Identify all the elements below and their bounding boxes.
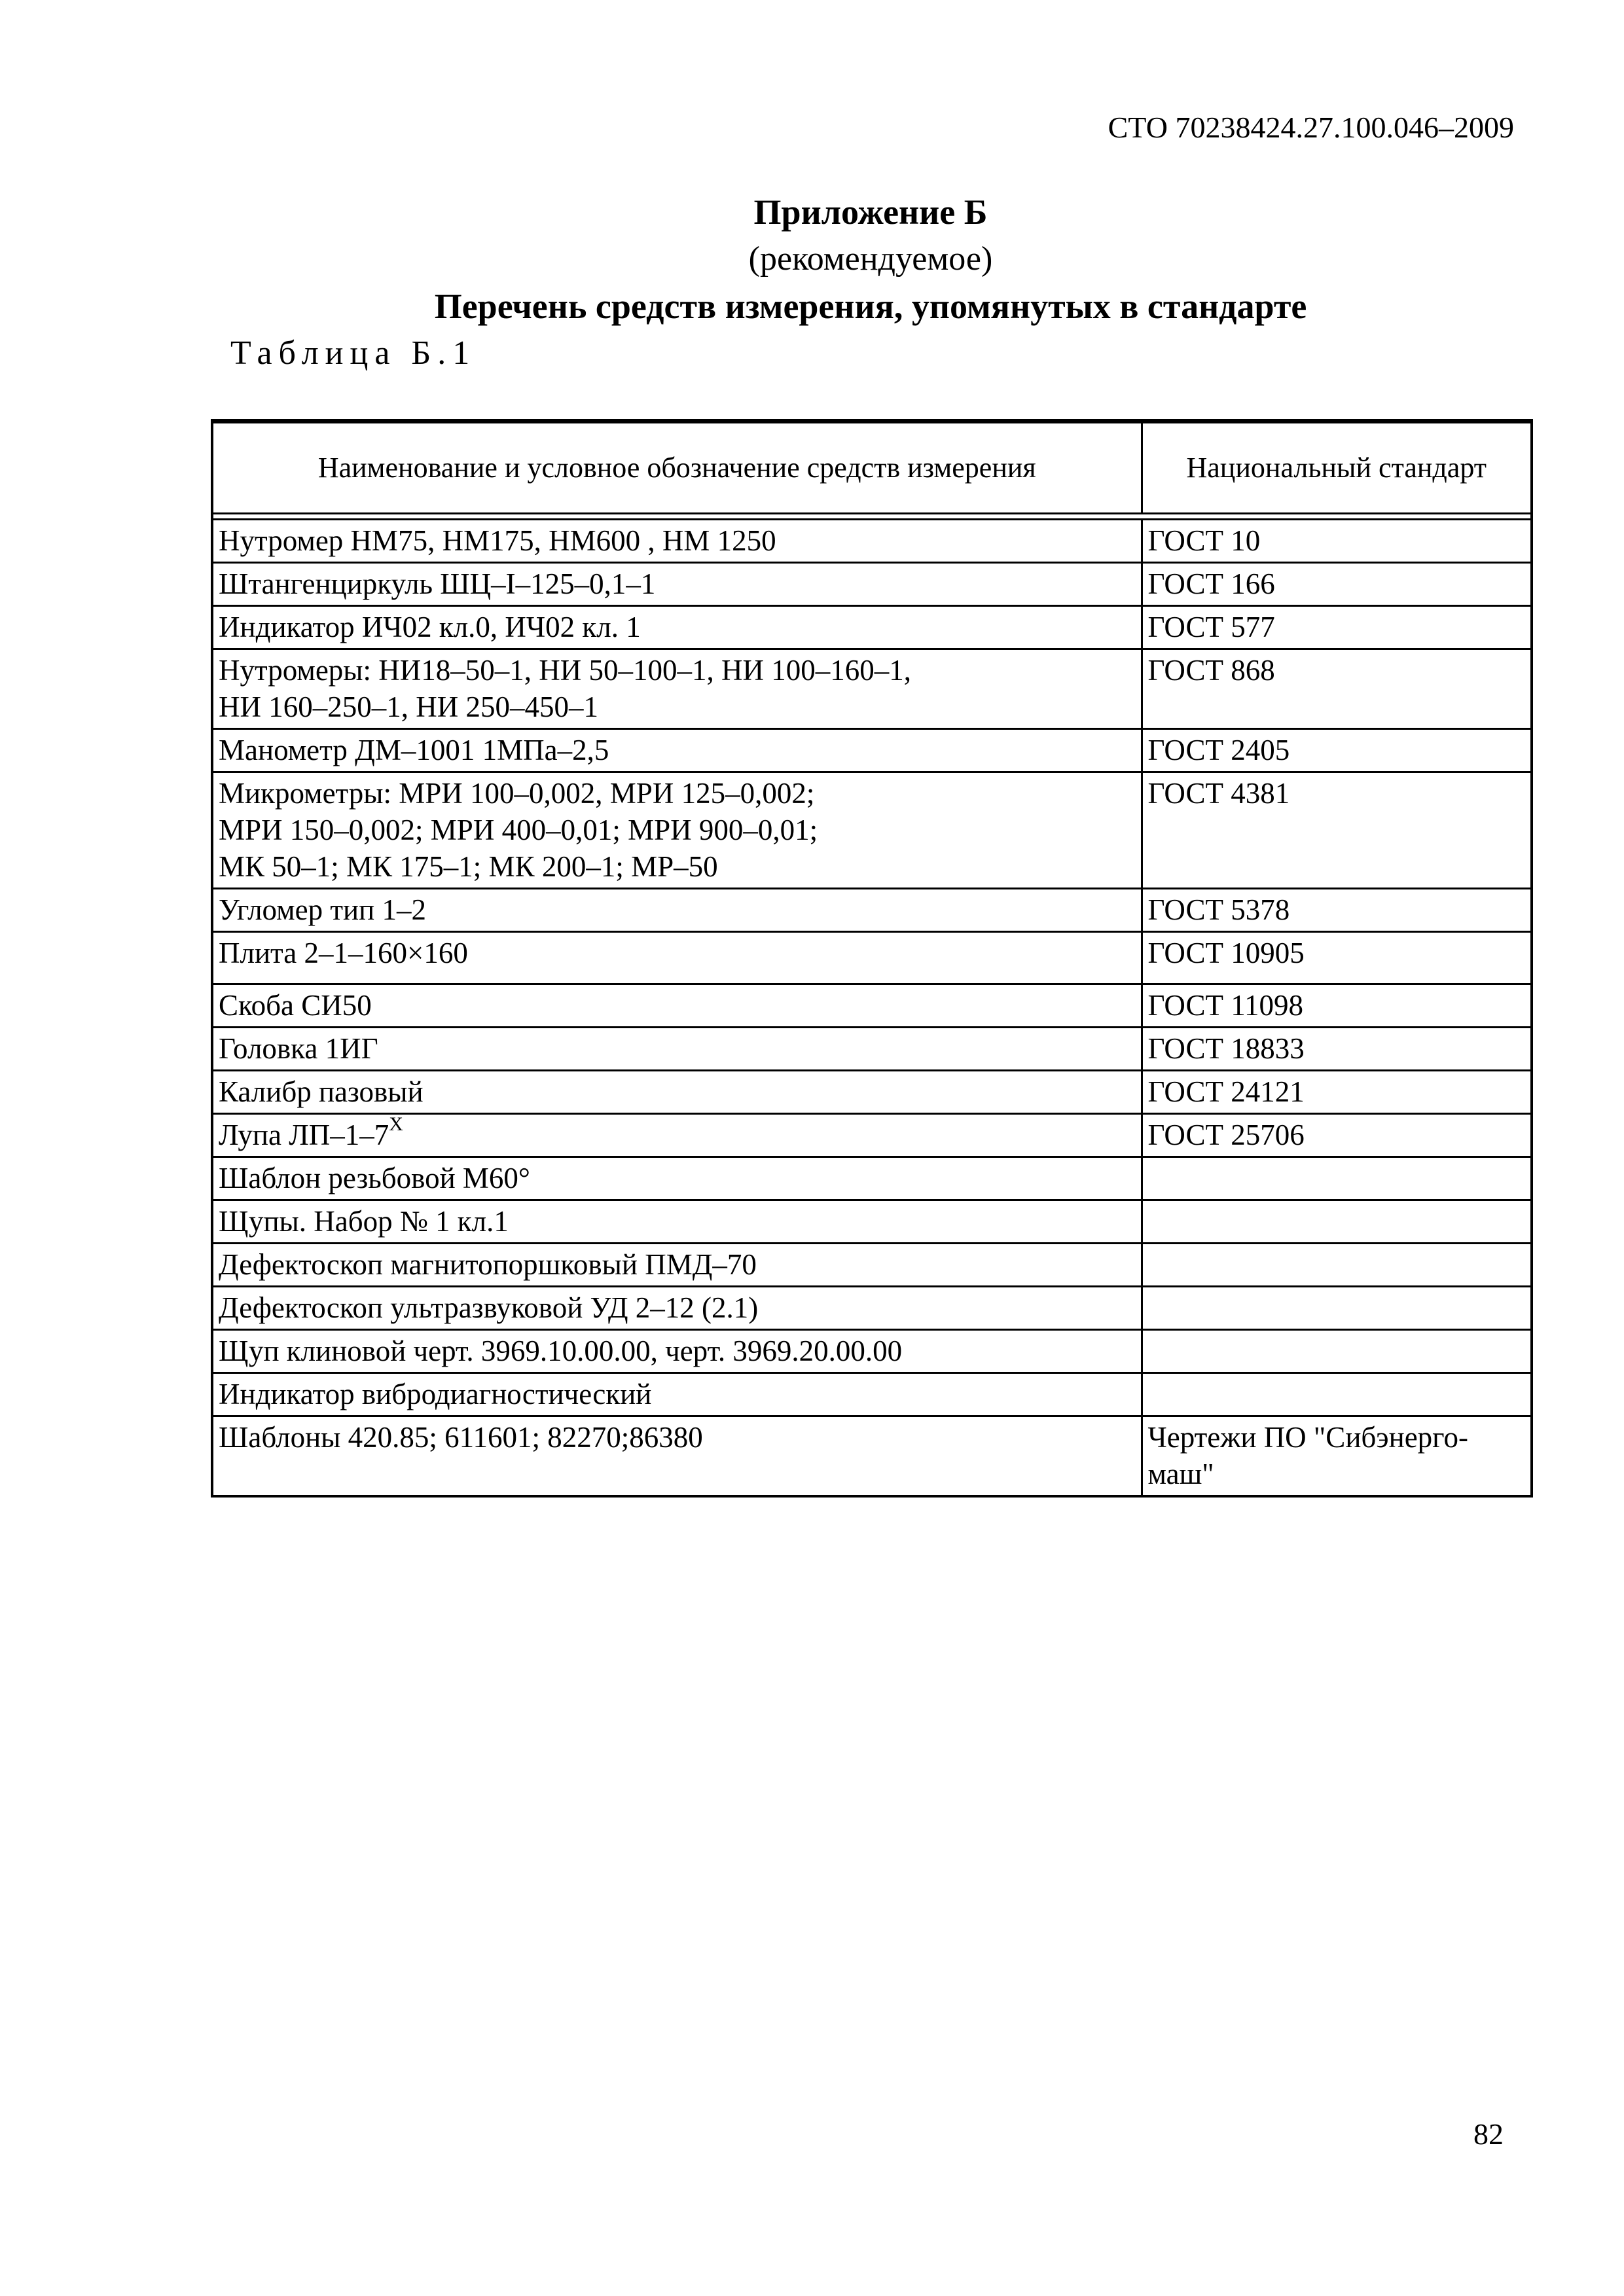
instrument-name: Микрометры: МРИ 100–0,002, МРИ 125–0,002; МРИ 150–0,002; МРИ 400–0,01; МРИ 900–0,01; МК 50–1; МК 175–1; МК 200–1; МР–50 [219,777,818,883]
standard-cell: ГОСТ 868 [1142,649,1530,729]
table-row [213,1028,1530,1071]
standard-cell [1142,1287,1530,1330]
instrument-name-cell [213,1157,1142,1200]
instrument-name-cell [213,932,1142,984]
standard-cell: ГОСТ 10905 [1142,932,1530,984]
header-double-rule [213,514,1530,520]
instrument-name: Шаблоны 420.85; 611601; 82270;86380 [219,1421,703,1454]
instrument-name: Нутромеры: НИ18–50–1, НИ 50–100–1, НИ 100–160–1, НИ 160–250–1, НИ 250–450–1 [219,654,912,723]
instrument-name: Щуп клиновой черт. 3969.10.00.00, черт. 3969.20.00.00 [219,1335,903,1367]
instrument-name-cell [213,984,1142,1028]
standard-cell: ГОСТ 24121 [1142,1071,1530,1114]
instrument-name: Нутромер НМ75, НМ175, НМ600 , НМ 1250 [219,524,776,557]
instrument-name: Лупа ЛП–1–7 [219,1119,389,1151]
standard-cell [1142,1157,1530,1200]
instrument-name-cell [213,1071,1142,1114]
instrument-name-cell [213,1244,1142,1287]
standard-cell: ГОСТ 577 [1142,606,1530,649]
instrument-name: Плита 2–1–160×160 [219,937,468,969]
table-row [213,932,1530,984]
standard-cell: Чертежи ПО "Сибэнерго- маш" [1142,1416,1530,1496]
instrument-name-cell [213,889,1142,932]
instrument-name-cell [213,1287,1142,1330]
instrument-name-cell [213,1114,1142,1157]
table-row [213,649,1530,729]
instrument-name-cell [213,649,1142,729]
instrument-name-cell [213,520,1142,563]
instrument-name-cell [213,1416,1142,1496]
table-row [213,772,1530,889]
column-header-standard: Национальный стандарт [1142,423,1530,514]
appendix-status: (рекомендуемое) [748,240,993,278]
table-row [213,1071,1530,1114]
instrument-name: Шаблон резьбовой М60° [219,1162,530,1194]
instrument-name-cell [213,772,1142,889]
instrument-name-cell [213,606,1142,649]
table-row [213,1200,1530,1244]
instruments-table [211,419,1533,1498]
standard-cell: ГОСТ 2405 [1142,729,1530,772]
table-row [213,984,1530,1028]
standard-cell [1142,1200,1530,1244]
appendix-heading [216,188,1525,330]
table-row [213,1287,1530,1330]
table-row [213,1157,1530,1200]
instrument-name: Головка 1ИГ [219,1032,378,1065]
instrument-name: Калибр пазовый [219,1075,424,1108]
instrument-name-cell [213,563,1142,606]
standard-cell: ГОСТ 18833 [1142,1028,1530,1071]
instrument-name: Скоба СИ50 [219,989,372,1022]
instrument-name: Дефектоскоп ультразвуковой УД 2–12 (2.1) [219,1291,759,1324]
table-row [213,563,1530,606]
instrument-name-superscript: X [389,1113,403,1135]
standard-cell: ГОСТ 5378 [1142,889,1530,932]
table-row [213,729,1530,772]
instrument-name: Щупы. Набор № 1 кл.1 [219,1205,509,1238]
instrument-name-cell [213,1200,1142,1244]
table-caption: Таблица Б.1 [230,334,477,372]
instrument-name-cell [213,729,1142,772]
instrument-name: Манометр ДМ–1001 1МПа–2,5 [219,734,609,766]
instrument-name: Угломер тип 1–2 [219,893,426,926]
instrument-name: Дефектоскоп магнитопоршковый ПМД–70 [219,1248,757,1281]
instrument-name: Индикатор вибродиагностический [219,1378,652,1410]
instrument-name-cell [213,1028,1142,1071]
table-row [213,1373,1530,1416]
standard-cell: ГОСТ 4381 [1142,772,1530,889]
instrument-name: Индикатор ИЧ02 кл.0, ИЧ02 кл. 1 [219,611,641,643]
standard-cell: ГОСТ 10 [1142,520,1530,563]
table-row [213,520,1530,563]
table-header-row [213,423,1530,514]
standard-cell: ГОСТ 25706 [1142,1114,1530,1157]
table-row [213,606,1530,649]
table-row [213,1416,1530,1496]
column-header-name: Наименование и условное обозначение средств измерения [213,423,1142,514]
standard-cell [1142,1330,1530,1373]
standard-cell [1142,1244,1530,1287]
table-row [213,1114,1530,1157]
table-row [213,1330,1530,1373]
standard-cell: ГОСТ 166 [1142,563,1530,606]
instrument-name-cell [213,1373,1142,1416]
document-code: СТО 70238424.27.100.046–2009 [1108,111,1514,144]
appendix-subject: Перечень средств измерения, упомянутых в стандарте [434,287,1307,326]
appendix-title: Приложение Б [753,192,988,232]
standard-cell: ГОСТ 11098 [1142,984,1530,1028]
instrument-name-cell [213,1330,1142,1373]
table-row [213,889,1530,932]
table-body [213,520,1530,1496]
instrument-name: Штангенциркуль ШЦ–I–125–0,1–1 [219,567,656,600]
standard-cell [1142,1373,1530,1416]
table-row [213,1244,1530,1287]
page-number: 82 [1473,2117,1504,2151]
